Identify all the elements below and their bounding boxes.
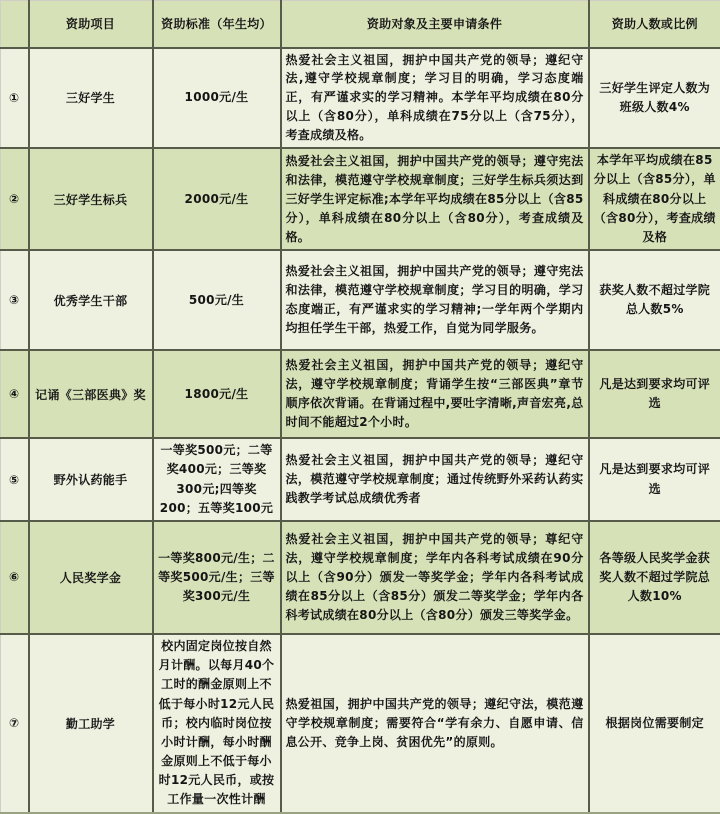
project-cell: 勤工助学 <box>29 634 153 813</box>
row-number: ⑤ <box>1 438 29 521</box>
table-header-row <box>1 1 720 48</box>
table-row <box>1 634 720 813</box>
quota-cell: 获奖人数不超过学院总人数5% <box>589 250 720 350</box>
quota-cell: 各等级人民奖学金获奖人数不超过学院总人数10% <box>589 521 720 634</box>
quota-cell: 本学年平均成绩在85分以上（含85分），单科成绩在80分以上（含80分），考查成绩及格 <box>589 148 720 250</box>
row-number: ⑥ <box>1 521 29 634</box>
table-row <box>1 521 720 634</box>
conditions-cell: 热爱社会主义祖国，拥护中国共产党的领导；遵纪守法,遵守学校规章制度；学习目的明确，学习态度端正，有严谨求实的学习精神。本学年平均成绩在80分以上（含80分），单科成绩在75分以上（含75分），考查成绩及格。 <box>281 48 589 149</box>
header-project: 资助项目 <box>29 1 153 48</box>
standard-cell: 一等奖500元；二等奖400元；三等奖300元;四等奖200；五等奖100元 <box>153 438 281 521</box>
project-cell: 优秀学生干部 <box>29 250 153 350</box>
quota-cell: 根据岗位需要制定 <box>589 634 720 813</box>
row-number: ② <box>1 148 29 250</box>
standard-cell: 2000元/生 <box>153 148 281 250</box>
conditions-cell: 热爱社会主义祖国，拥护中国共产党的领导；遵纪守法，模范遵守学校规章制度；通过传统野外采药认药实践教学考试总成绩优秀者 <box>281 438 589 521</box>
row-number: ④ <box>1 350 29 438</box>
standard-cell: 1800元/生 <box>153 350 281 438</box>
conditions-cell: 热爱社会主义祖国，拥护中国共产党的领导；遵守宪法和法律，模范遵守学校规章制度；三好学生标兵须达到三好学生评定标准;本学年平均成绩在85分以上（含85分），单科成绩在80分以上（含80分），考查成绩及格。 <box>281 148 589 250</box>
conditions-cell: 热爱社会主义祖国，拥护中国共产党的领导；遵纪守法，遵守学校规章制度；背诵学生按“三部医典”章节顺序依次背诵。在背诵过程中,要吐字清晰,声音宏亮,总时间不能超过2个小时。 <box>281 350 589 438</box>
table-row <box>1 438 720 521</box>
header-quota: 资助人数或比例 <box>589 1 720 48</box>
standard-cell: 1000元/生 <box>153 48 281 149</box>
quota-cell: 凡是达到要求均可评选 <box>589 350 720 438</box>
row-number: ① <box>1 48 29 149</box>
standard-cell: 校内固定岗位按自然月计酬。以每月40个工时的酬金原则上不低于每小时12元人民币；校内临时岗位按小时计酬，每小时酬金原则上不低于每小时12元人民币，或按工作量一次性计酬 <box>153 634 281 813</box>
table-row <box>1 48 720 149</box>
header-standard: 资助标准（年生均） <box>153 1 281 48</box>
project-cell: 三好学生标兵 <box>29 148 153 250</box>
project-cell: 三好学生 <box>29 48 153 149</box>
project-cell: 记诵《三部医典》奖 <box>29 350 153 438</box>
table-row <box>1 350 720 438</box>
conditions-cell: 热爱社会主义祖国，拥护中国共产党的领导；遵守宪法和法律，模范遵守学校规章制度；学习目的明确，学习态度端正，有严谨求实的学习精神;一学年两个学期内均担任学生干部，热爱工作，自觉为同学服务。 <box>281 250 589 350</box>
table-row <box>1 250 720 350</box>
project-cell: 野外认药能手 <box>29 438 153 521</box>
project-cell: 人民奖学金 <box>29 521 153 634</box>
header-conditions: 资助对象及主要申请条件 <box>281 1 589 48</box>
table-row <box>1 148 720 250</box>
row-number: ⑦ <box>1 634 29 813</box>
header-empty <box>1 1 29 48</box>
conditions-cell: 热爱祖国，拥护中国共产党的领导；遵纪守法，模范遵守学校规章制度；需要符合“学有余力、自愿申请、信息公开、竞争上岗、贫困优先”的原则。 <box>281 634 589 813</box>
quota-cell: 三好学生评定人数为班级人数4% <box>589 48 720 149</box>
standard-cell: 500元/生 <box>153 250 281 350</box>
quota-cell: 凡是达到要求均可评选 <box>589 438 720 521</box>
conditions-cell: 热爱社会主义祖国，拥护中国共产党的领导；尊纪守法，遵守学校规章制度；学年内各科考试成绩在90分以上（含90分）颁发一等奖学金；学年内各科考试成绩在85分以上（含85分）颁发二等奖学金；学年内各科考试成绩在80分以上（含80分）颁发三等奖学金。 <box>281 521 589 634</box>
standard-cell: 一等奖800元/生；二等奖500元/生；三等奖300元/生 <box>153 521 281 634</box>
row-number: ③ <box>1 250 29 350</box>
